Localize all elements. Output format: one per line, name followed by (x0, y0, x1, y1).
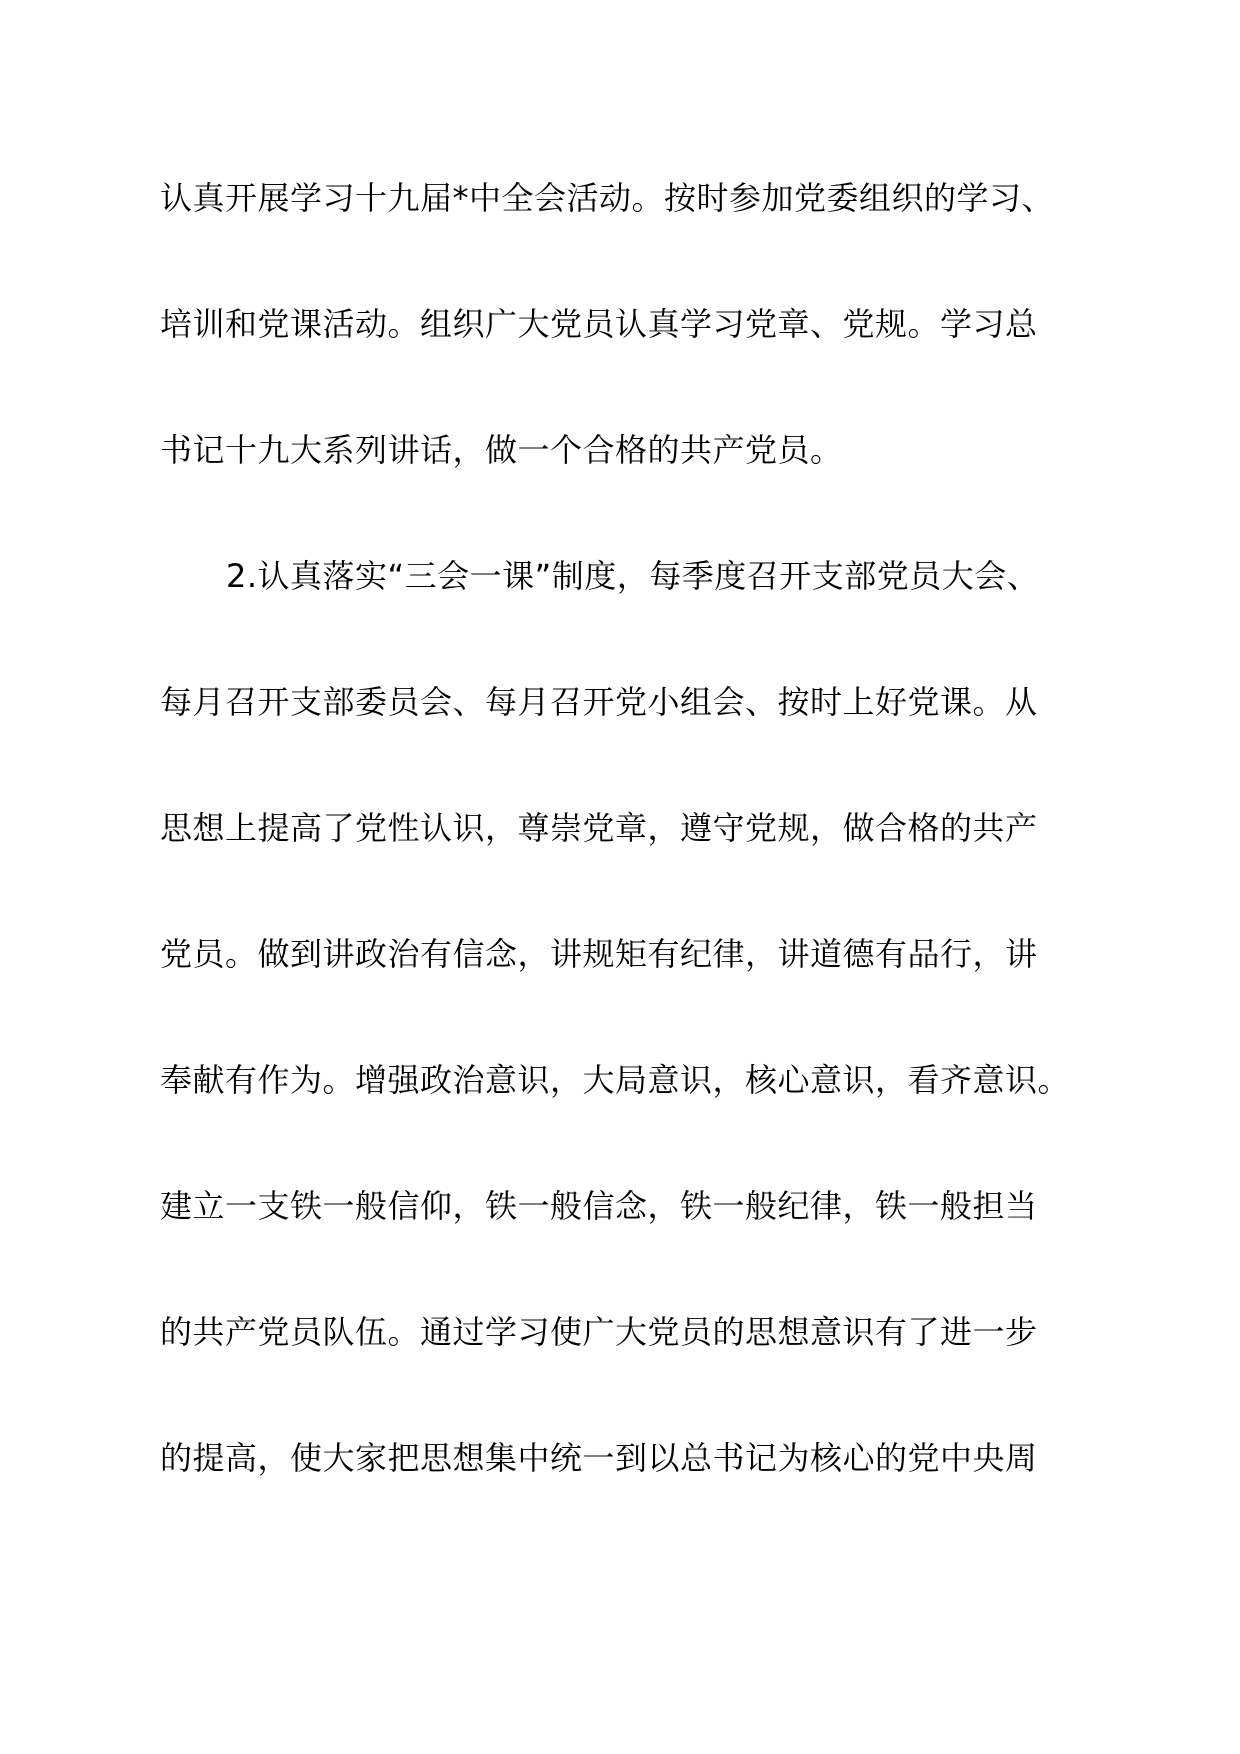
text-line-5: 每月召开支部委员会、每月召开党小组会、按时上好党课。从 (160, 683, 1038, 721)
text-line-1: 认真开展学习十九届*中全会活动。按时参加党委组织的学习、 (160, 179, 1055, 217)
text-line-6: 思想上提高了党性认识，尊崇党章，遵守党规，做合格的共产 (160, 809, 1038, 847)
text-line-3: 书记十九大系列讲话，做一个合格的共产党员。 (160, 431, 843, 469)
text-line-10: 的共产党员队伍。通过学习使广大党员的思想意识有了进一步 (160, 1313, 1038, 1351)
text-line-2: 培训和党课活动。组织广大党员认真学习党章、党规。学习总 (160, 305, 1038, 343)
text-line-4-paragraph-start: 2.认真落实“三会一课”制度，每季度召开支部党员大会、 (226, 557, 1040, 595)
text-line-7: 党员。做到讲政治有信念，讲规矩有纪律，讲道德有品行，讲 (160, 935, 1038, 973)
text-line-8: 奉献有作为。增强政治意识，大局意识，核心意识，看齐意识。 (160, 1061, 1071, 1099)
text-line-9: 建立一支铁一般信仰，铁一般信念，铁一般纪律，铁一般担当 (160, 1187, 1038, 1225)
text-line-11: 的提高，使大家把思想集中统一到以总书记为核心的党中央周 (160, 1439, 1038, 1477)
